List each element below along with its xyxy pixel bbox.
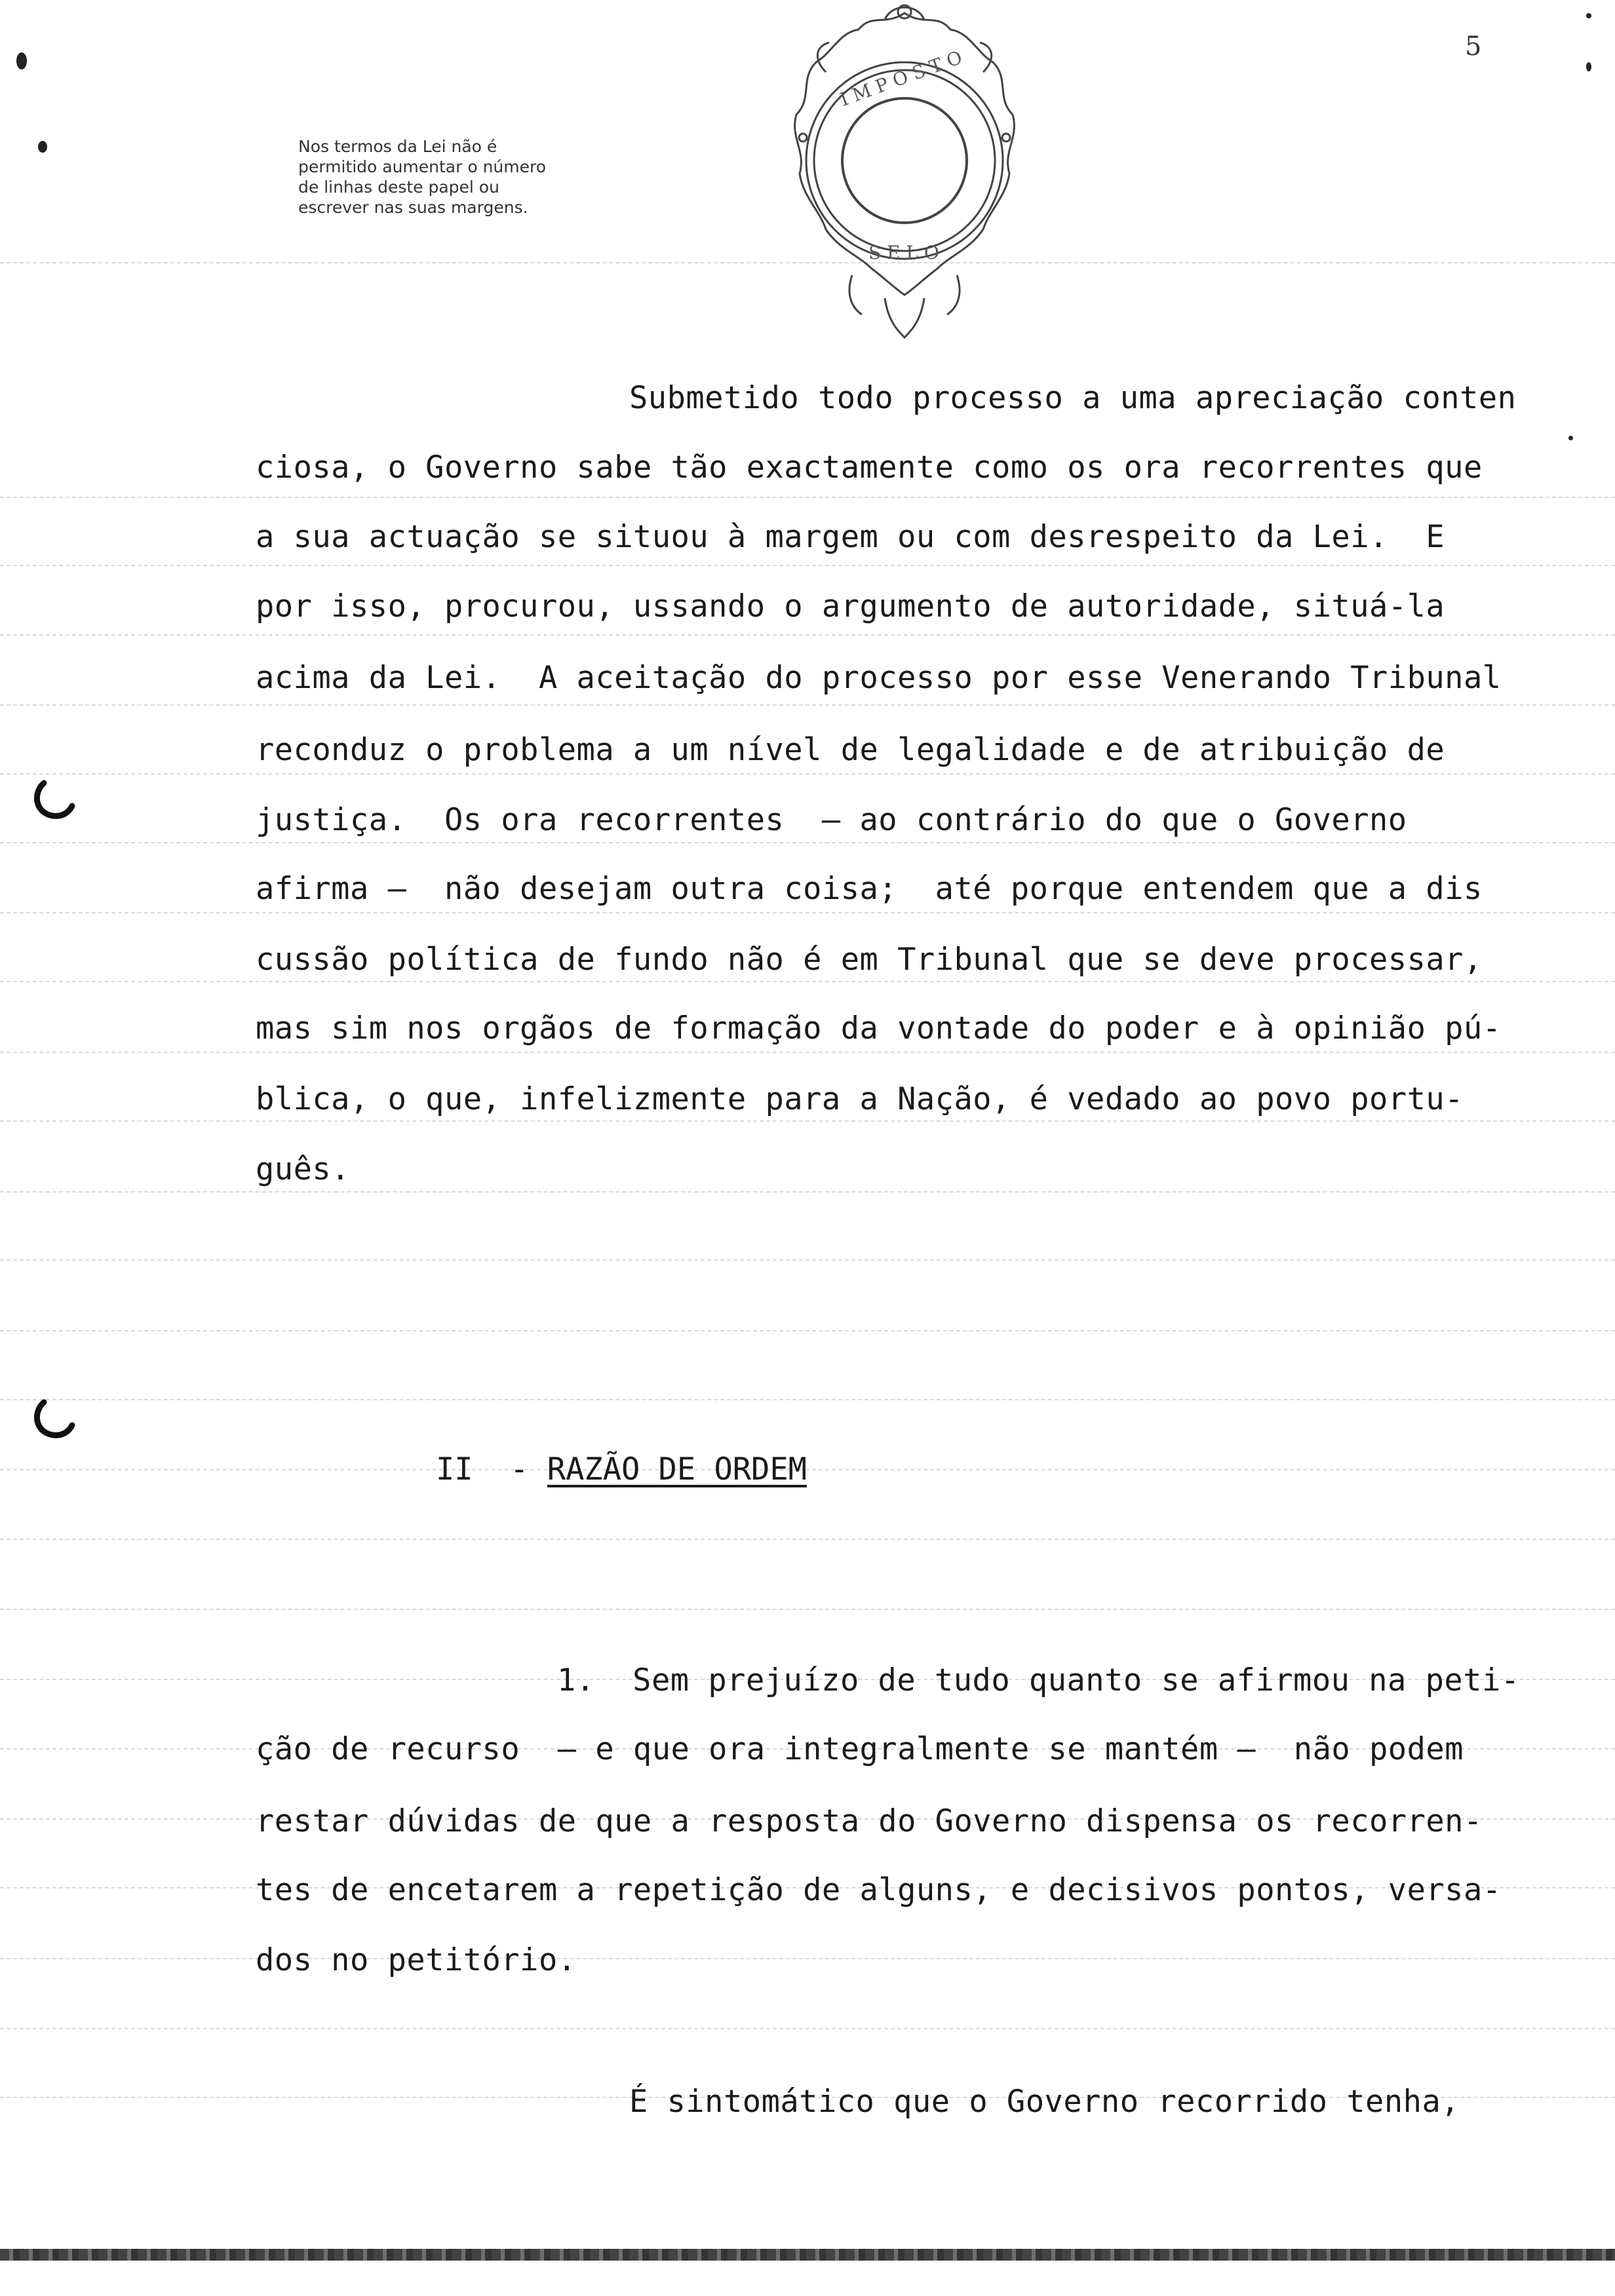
paragraph-3-line: É sintomático que o Governo recorrido tenha, — [629, 2084, 1460, 2120]
margin-notice: Nos termos da Lei não é permitido aumentar o número de linhas deste papel ou escrever nas suas margens. — [298, 137, 547, 217]
ruled-line — [0, 634, 1615, 636]
paragraph-2-line: restar dúvidas de que a resposta do Governo dispensa os recorren- — [256, 1803, 1483, 1839]
paragraph-1-line: ciosa, o Governo sabe tão exactamente como os ora recorrentes que — [256, 450, 1483, 486]
paragraph-1-line: blica, o que, infelizmente para a Nação, é vedado ao povo portu- — [256, 1081, 1464, 1117]
paragraph-2-line: dos no petitório. — [256, 1942, 577, 1978]
scan-speck — [1568, 436, 1573, 440]
section-title: RAZÃO DE ORDEM — [547, 1451, 807, 1487]
ruled-line — [0, 842, 1615, 843]
ruled-line — [0, 1609, 1615, 1610]
scan-bottom-edge — [0, 2249, 1615, 2261]
tax-stamp-seal-icon — [754, 0, 1055, 347]
svg-text:S E L O: S E L O — [868, 242, 939, 263]
ruled-line — [0, 773, 1615, 775]
ruled-line — [0, 2028, 1615, 2029]
scan-speck — [16, 52, 27, 69]
paragraph-2-line: ção de recurso — e que ora integralmente se mantém — não podem — [256, 1731, 1464, 1767]
ruled-line — [0, 1399, 1615, 1400]
svg-text:I M P O S T O: I M P O S T O — [837, 46, 965, 111]
section-number: II - — [436, 1451, 547, 1487]
paragraph-1-line: afirma — não desejam outra coisa; até porque entendem que a dis — [256, 871, 1483, 907]
paragraph-1-line: Submetido todo processo a uma apreciação conten — [629, 380, 1517, 416]
paragraph-2-line: 1. Sem prejuízo de tudo quanto se afirmou na peti- — [557, 1662, 1520, 1698]
ruled-line — [0, 1330, 1615, 1331]
paragraph-1-line: cussão política de fundo não é em Tribunal que se deve processar, — [256, 942, 1483, 978]
paragraph-1-line: a sua actuação se situou à margem ou com desrespeito da Lei. E — [256, 519, 1445, 555]
scan-speck — [1586, 62, 1591, 71]
paragraph-2-line: tes de encetarem a repetição de alguns, e decisivos pontos, versa- — [256, 1872, 1502, 1908]
paragraph-1-line: reconduz o problema a um nível de legalidade e de atribuição de — [256, 732, 1445, 768]
ruled-line — [0, 1052, 1615, 1053]
paragraph-1-line: justiça. Os ora recorrentes — ao contrário do que o Governo — [256, 802, 1407, 838]
paragraph-1-line: guês. — [256, 1151, 350, 1187]
ruled-line — [0, 1191, 1615, 1193]
ruled-line — [0, 1259, 1615, 1261]
punch-hole-icon — [29, 1396, 75, 1442]
ruled-line — [0, 565, 1615, 566]
section-heading — [436, 1450, 807, 1489]
ruled-line — [0, 497, 1615, 498]
paragraph-1-line: mas sim nos orgãos de formação da vontade do poder e à opinião pú- — [256, 1010, 1502, 1046]
scan-speck — [1586, 13, 1591, 18]
scan-speck — [38, 141, 47, 153]
ruled-line — [0, 981, 1615, 982]
punch-hole-icon — [29, 776, 75, 822]
ruled-line — [0, 1469, 1615, 1470]
page-number: 5 — [1465, 31, 1482, 62]
ruled-line — [0, 912, 1615, 913]
paragraph-1-line: por isso, procurou, ussando o argumento de autoridade, situá-la — [256, 588, 1445, 624]
ruled-line — [0, 1120, 1615, 1122]
ruled-line — [0, 1539, 1615, 1540]
paragraph-1-line: acima da Lei. A aceitação do processo por esse Venerando Tribunal — [256, 660, 1502, 696]
ruled-line — [0, 704, 1615, 706]
